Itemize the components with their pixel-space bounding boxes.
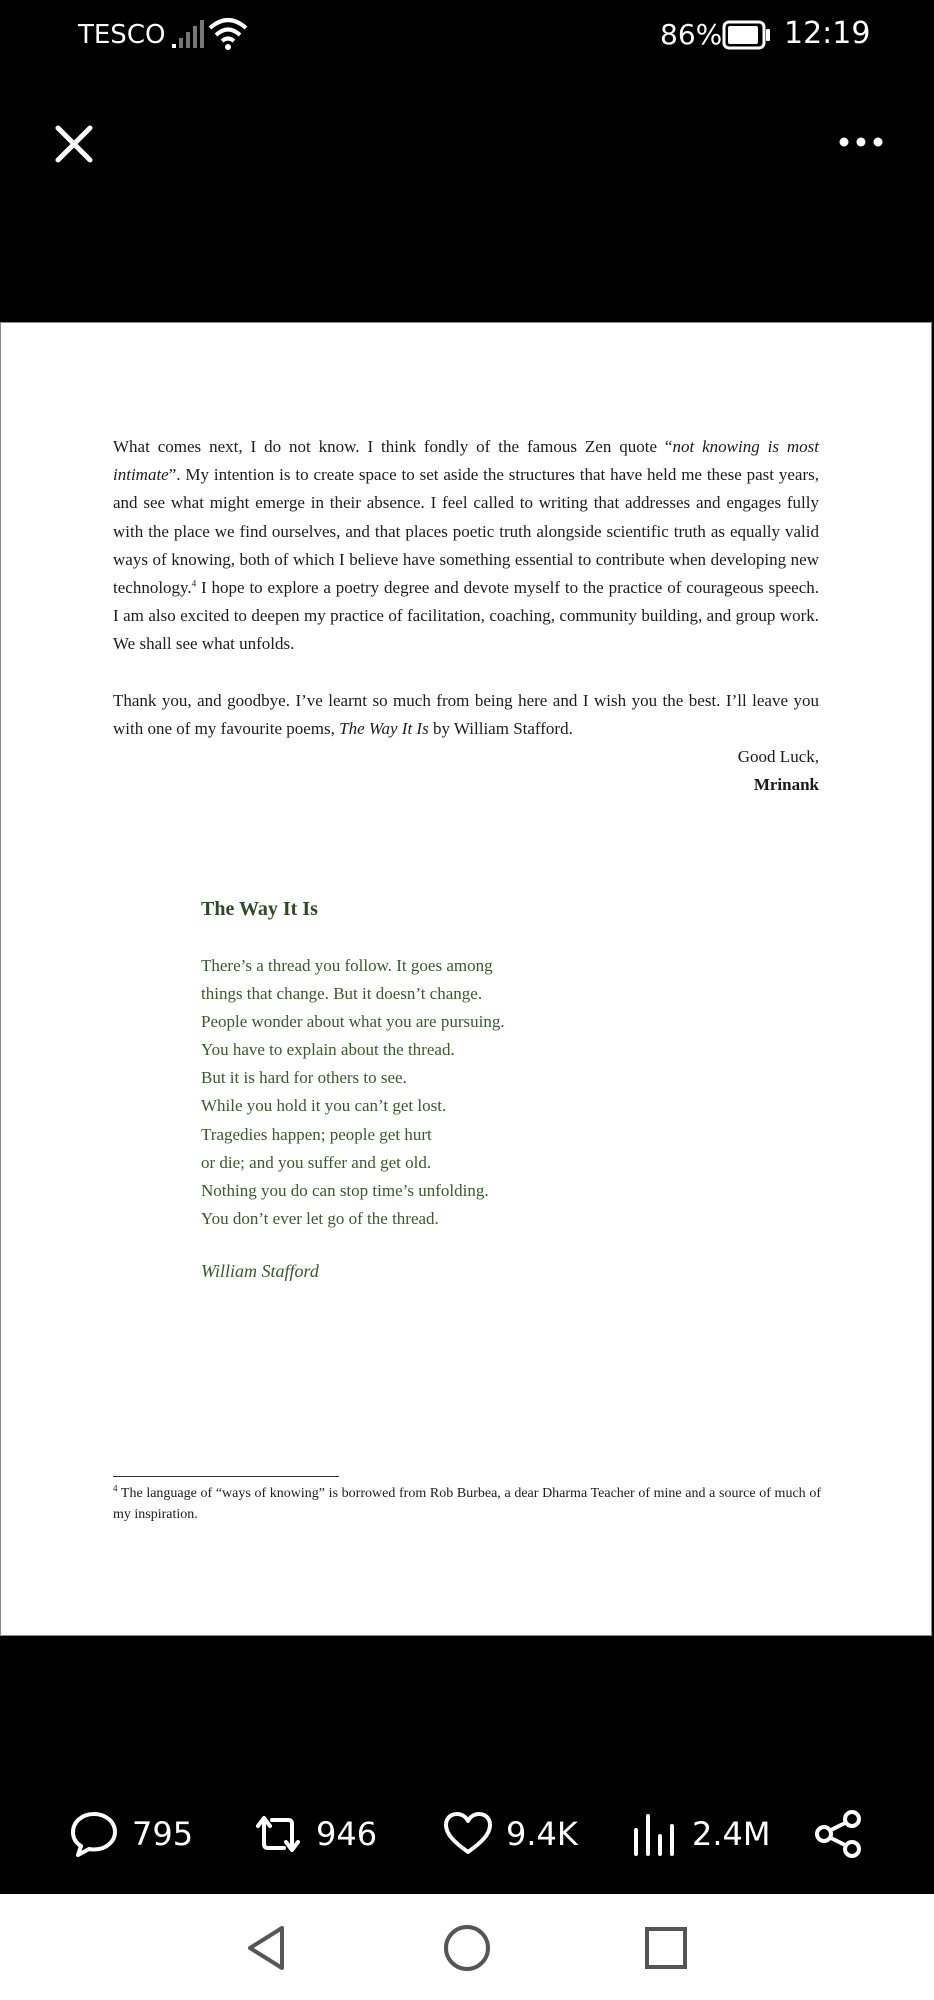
poem-title: The Way It Is bbox=[201, 898, 318, 920]
poem-author: William Stafford bbox=[201, 1260, 319, 1281]
poem-line: or die; and you suffer and get old. bbox=[201, 1152, 432, 1172]
poem-line: While you hold it you can’t get lost. bbox=[201, 1096, 447, 1116]
reply-icon bbox=[68, 1808, 120, 1860]
view-count: 2.4M bbox=[692, 1815, 771, 1853]
wifi-icon bbox=[208, 16, 248, 52]
poem-line: There’s a thread you follow. It goes among bbox=[201, 956, 493, 975]
repost-icon bbox=[252, 1808, 304, 1860]
battery-icon bbox=[722, 20, 772, 50]
share-icon[interactable] bbox=[812, 1808, 864, 1860]
analytics-icon bbox=[628, 1808, 680, 1860]
footnote bbox=[113, 1483, 821, 1525]
repost-button[interactable] bbox=[252, 1800, 377, 1868]
clock: 12:19 bbox=[784, 16, 871, 51]
repost-count: 946 bbox=[316, 1815, 378, 1853]
reply-button[interactable] bbox=[68, 1800, 193, 1868]
engagement-bar bbox=[0, 1800, 934, 1868]
signoff-name: Mrinank bbox=[753, 775, 819, 794]
poem-line: You don’t ever let go of the thread. bbox=[201, 1208, 439, 1228]
signoff-closing: Good Luck, bbox=[737, 747, 819, 766]
paragraph-text: by William Stafford. bbox=[428, 719, 573, 739]
system-navigation-bar bbox=[0, 1894, 934, 2000]
paragraph-text: ”. My intention is to create space to set aside the structures that have held me these past years, and see what might emerge in their absence. I feel called to writing that addresses and engages fully with the place we find ourselves, and that places poetic truth alongside scientific truth as equally valid ways of knowing, both of which I believe have something essential to contribute when developing new technology. bbox=[113, 465, 819, 598]
paragraph-next-steps bbox=[113, 433, 819, 659]
status-bar bbox=[0, 0, 934, 70]
zen-quote: not knowing is most intimate bbox=[113, 437, 819, 485]
paragraph-goodbye bbox=[113, 687, 819, 743]
more-options-icon[interactable] bbox=[836, 124, 886, 160]
paragraph-text: I hope to explore a poetry degree and devote myself to the practice of courageous speech. I am also excited to deepen my practice of facilitation, coaching, community building, and group work. We shall see what unfolds. bbox=[113, 578, 819, 654]
carrier-name: TESCO bbox=[78, 20, 166, 50]
paragraph-text: Thank you, and goodbye. I’ve learnt so much from being here and I wish you the best. I’ll leave you with one of my favourite poems, bbox=[113, 691, 819, 739]
footnote-divider bbox=[113, 1476, 339, 1477]
battery-percentage: 86% bbox=[660, 18, 723, 51]
poem-line: People wonder about what you are pursuing. bbox=[201, 1012, 505, 1032]
poem bbox=[201, 898, 505, 1282]
poem-title-reference: The Way It Is bbox=[339, 719, 429, 739]
footnote-number: 4 bbox=[113, 1483, 118, 1494]
poem-line: But it is hard for others to see. bbox=[201, 1068, 407, 1088]
recent-apps-icon[interactable] bbox=[640, 1922, 692, 1974]
poem-line: Tragedies happen; people get hurt bbox=[201, 1124, 432, 1144]
footnote-reference: 4 bbox=[191, 578, 197, 589]
like-button[interactable] bbox=[442, 1800, 578, 1868]
poem-line: things that change. But it doesn’t change. bbox=[201, 984, 483, 1004]
signoff bbox=[738, 743, 819, 799]
heart-icon bbox=[442, 1808, 494, 1860]
reply-count: 795 bbox=[132, 1815, 194, 1853]
footnote-text: The language of “ways of knowing” is borrowed from Rob Burbea, a dear Dharma Teacher of mine and a source of much of my inspiration. bbox=[113, 1486, 821, 1522]
document-image[interactable] bbox=[0, 322, 932, 1636]
back-icon[interactable] bbox=[242, 1922, 294, 1974]
views-button[interactable] bbox=[628, 1800, 771, 1868]
paragraph-text: What comes next, I do not know. I think fondly of the famous Zen quote “ bbox=[113, 437, 673, 456]
poem-line: Nothing you do can stop time’s unfolding. bbox=[201, 1180, 489, 1200]
signal-strength-icon bbox=[170, 18, 206, 50]
like-count: 9.4K bbox=[506, 1815, 578, 1853]
poem-line: You have to explain about the thread. bbox=[201, 1040, 455, 1060]
close-icon[interactable] bbox=[50, 120, 98, 168]
home-icon[interactable] bbox=[441, 1922, 493, 1974]
